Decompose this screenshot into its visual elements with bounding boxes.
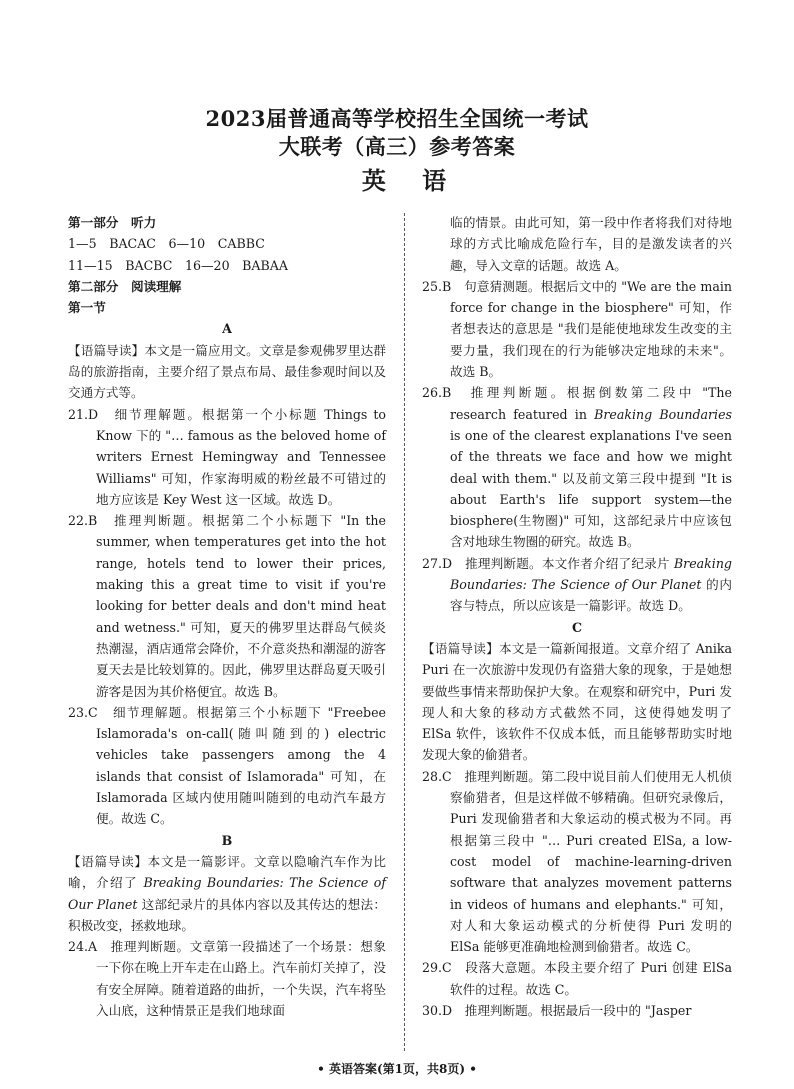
column-divider [404, 213, 405, 1051]
film-title: Breaking Boundaries: The Science of Our Planet [68, 875, 386, 912]
answer-22: 22.B 推理判断题。根据第二个小标题下 "In the summer, when temperatures get into the hot range, hotels tend to lower their prices, making this a great time to visit if you're looking for better deals and don't mind heat and wetness." 可知，夏天的佛罗里达群岛气候炎热潮湿，酒店通常会降价，不介意炎热和潮湿的游客夏天去是比较划算的。因此，佛罗里达群岛夏天吸引游客是因为其价格便宜。故选 B。 [68, 513, 386, 699]
exam-title: 2023届普通高等学校招生全国统一考试 [205, 106, 589, 131]
answer-24: 24.A 推理判断题。文章第一段描述了一个场景：想象一下你在晚上开车走在山路上。汽车前灯关掉了，没有安全屏障。随着道路的曲折，一个失误，汽车将坠入山底，这种情景正是我们地球面 [68, 939, 386, 1018]
passage-a-label: A [222, 321, 232, 337]
answer-23: 23.C 细节理解题。根据第三个小标题下 "Freebee Islamorada's on-call(随叫随到的) electric vehicles take passengers among the 4 islands that consist of Islamorada" 可知，在 Islamorada 区域内使用随叫随到的电动汽车最方便。故选 C。 [68, 704, 386, 827]
left-column [68, 212, 386, 1021]
passage-c-label: C [571, 619, 583, 635]
answer-26: 26.B 推理判断题。根据倒数第二段中 "The research featured in Breaking Boundaries is one of the clearest explanations I've seen of the threats we face and how we might deal with them." 以及前文第三段中提到 "It is about Earth's life support system—the biosphere(生物圈)" 可知，这部纪录片中应该包含对地球生物圈的研究。故选 B。 [422, 385, 732, 550]
passage-b-guide: 【语篇导读】本文是一篇影评。文章以隐喻汽车作为比喻，介绍了 Breaking Boundaries: The Science of Our Planet 这部纪录片的具体内容以及其传达的想法：积极改变，拯救地球。 [68, 853, 386, 933]
passage-a-guide: 【语篇导读】本文是一篇应用文。文章是参观佛罗里达群岛的旅游指南，主要介绍了景点布局、最佳参观时间以及交通方式等。 [68, 342, 386, 401]
answer-29: 29.C 段落大意题。本段主要介绍了 Puri 创建 ElSa 软件的过程。故选 C。 [422, 960, 732, 997]
passage-b-label: B [221, 832, 233, 848]
page-footer: • 英语答案(第1页，共8页) • [317, 1062, 477, 1076]
answer-21: 21.D 细节理解题。根据第一个小标题 Things to Know 下的 "… famous as the beloved home of writers Ernest Hemingway and Tennessee Williams" 可知，作家海明威的粉丝最不可错过的地方应该是 Key West 这一区域。故选 D。 [68, 406, 386, 507]
part2-heading: 第二部分 阅读理解 [68, 278, 182, 294]
exam-subtitle: 大联考（高三）参考答案 [278, 134, 516, 159]
film-title: Breaking Boundaries: The Science of Our Planet [450, 555, 732, 593]
answer-25: 25.B 句意猜测题。根据后文中的 "We are the main force for change in the biosphere" 可知，作者想表达的意思是 "我们是能使地球发生改变的主要力量，我们现在的行为能够决定地球的未来"。故选 B。 [422, 278, 732, 380]
right-column [422, 212, 732, 1021]
answers-1-10: 1—5 BACAC 6—10 CABBC [68, 236, 265, 252]
answer-24-continued: 临的情景。由此可知，第一段中作者将我们对待地球的方式比喻成危险行车，目的是激发读者的兴趣，导入文章的话题。故选 A。 [450, 215, 732, 273]
answer-27: 27.D 推理判断题。本文作者介绍了纪录片 Breaking Boundaries: The Science of Our Planet 的内容与特点，所以应该是一篇影评。故选 D。 [422, 555, 732, 614]
passage-c-guide: 【语篇导读】本文是一篇新闻报道。文章介绍了 Anika Puri 在一次旅游中发现仍有盗猎大象的现象，于是她想要做些事情来帮助保护大象。在观察和研究中，Puri 发现人和大象的移动方式截然不同，这使得她发明了 ElSa 软件，该软件不仅成本低，而且能够帮助实时地发现大象的偷猎者。 [422, 640, 732, 763]
answer-30: 30.D 推理判断题。根据最后一段中的 "Jasper [422, 1002, 692, 1018]
subject-title: 英 语 [361, 166, 461, 195]
section1-heading: 第一节 [68, 300, 106, 316]
film-title: Breaking Boundaries [594, 406, 732, 422]
answer-28: 28.C 推理判断题。第二段中说目前人们使用无人机侦察偷猎者，但是这样做不够精确。但研究录像后，Puri 发现偷猎者和大象运动的模式极为不同。再根据第三段中 "… Puri created ElSa, a low-cost model of machine-learning-driven software that analyzes movement patterns in videos of humans and elephants." 可知，对人和大象运动模式的分析使得 Puri 发明的 ElSa 能够更准确地检测到偷猎者。故选 C。 [422, 768, 732, 955]
answers-11-20: 11—15 BACBC 16—20 BABAA [68, 257, 288, 273]
part1-heading: 第一部分 听力 [68, 215, 157, 230]
